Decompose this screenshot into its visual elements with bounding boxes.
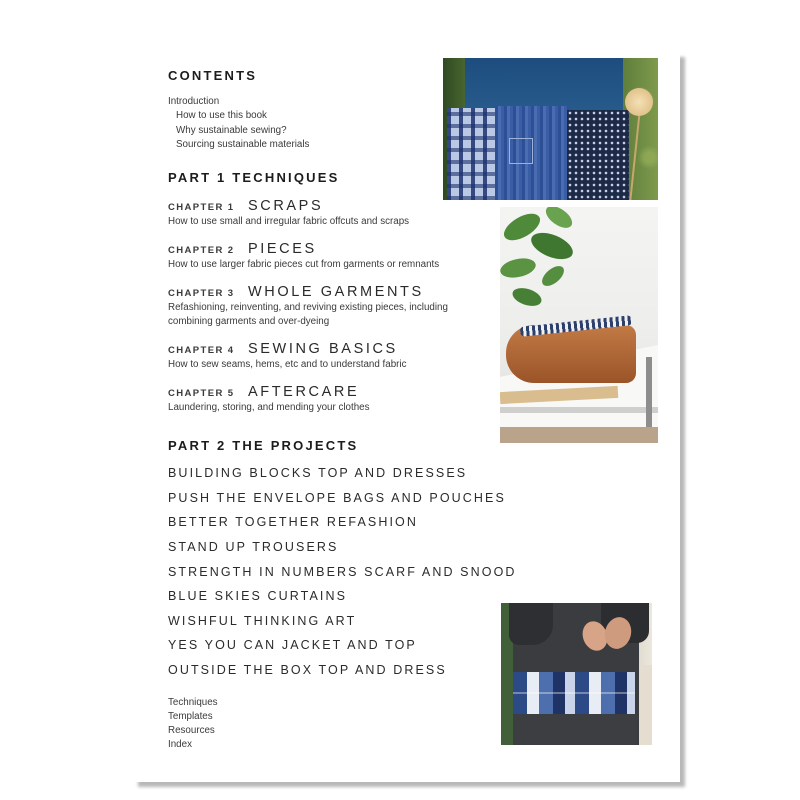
part1-heading: PART 1 TECHNIQUES (168, 170, 340, 185)
chapter-entry (168, 383, 359, 403)
shirt-pocket (509, 138, 533, 164)
chapter-entry (168, 340, 398, 360)
chapter-entry (168, 197, 323, 217)
chapter-description: Laundering, storing, and mending your clothes (168, 402, 370, 413)
floral-panel (567, 110, 629, 200)
chapter-description: How to use small and irregular fabric offcuts and scraps (168, 216, 410, 227)
part2-heading: PART 2 THE PROJECTS (168, 438, 359, 453)
chapter-title: AFTERCARE (248, 384, 360, 400)
chapter-description: How to sew seams, hems, etc and to understand fabric (168, 359, 407, 370)
patchwork-dress-photo (443, 58, 658, 200)
project-entry: STRENGTH IN NUMBERS SCARF AND SNOOD (168, 565, 517, 579)
back-matter-entry: Index (168, 739, 192, 750)
plaid-panel (447, 108, 497, 200)
dress-bodice (465, 58, 623, 112)
project-entry: BLUE SKIES CURTAINS (168, 589, 348, 603)
intro-subentry: How to use this book (176, 110, 267, 121)
dried-flower (625, 88, 653, 116)
project-entry: PUSH THE ENVELOPE BAGS AND POUCHES (168, 491, 506, 505)
back-matter-entry: Resources (168, 725, 215, 736)
contents-heading: CONTENTS (168, 68, 258, 83)
project-entry: STAND UP TROUSERS (168, 540, 339, 554)
back-matter-entry: Templates (168, 711, 213, 722)
left-sleeve (509, 603, 553, 645)
floor (500, 427, 658, 443)
chapter-title: SEWING BASICS (248, 341, 398, 357)
project-entry: BUILDING BLOCKS TOP AND DRESSES (168, 466, 468, 480)
chapter-description: Refashioning, reinventing, and reviving existing pieces, including (168, 302, 448, 313)
patchwork-band (513, 672, 635, 714)
chapter-title: WHOLE GARMENTS (248, 284, 424, 300)
chapter-label: CHAPTER 4 (168, 345, 235, 356)
project-entry: OUTSIDE THE BOX TOP AND DRESS (168, 663, 447, 677)
patchwork-apron-photo (501, 603, 652, 745)
chapter-label: CHAPTER 3 (168, 288, 235, 299)
intro-subentry: Why sustainable sewing? (176, 125, 287, 136)
chapter-title: PIECES (248, 241, 317, 257)
chapter-title: SCRAPS (248, 198, 324, 214)
chapter-label: CHAPTER 1 (168, 202, 235, 213)
chapter-entry (168, 240, 317, 260)
project-entry: YES YOU CAN JACKET AND TOP (168, 638, 417, 652)
leather-pouch-photo (500, 207, 658, 443)
chapter-label: CHAPTER 2 (168, 245, 235, 256)
back-matter-entry: Techniques (168, 697, 218, 708)
chapter-description: How to use larger fabric pieces cut from garments or remnants (168, 259, 440, 270)
skirt-hem (513, 714, 637, 745)
intro-subentry: Sourcing sustainable materials (176, 139, 310, 150)
project-entry: WISHFUL THINKING ART (168, 614, 357, 628)
introduction-entry: Introduction (168, 96, 220, 107)
chapter-label: CHAPTER 5 (168, 388, 235, 399)
chapter-entry (168, 283, 424, 303)
project-entry: BETTER TOGETHER REFASHION (168, 515, 418, 529)
chapter-description: combining garments and over-dyeing (168, 316, 330, 327)
table-edge (500, 407, 658, 413)
chair (637, 665, 652, 745)
